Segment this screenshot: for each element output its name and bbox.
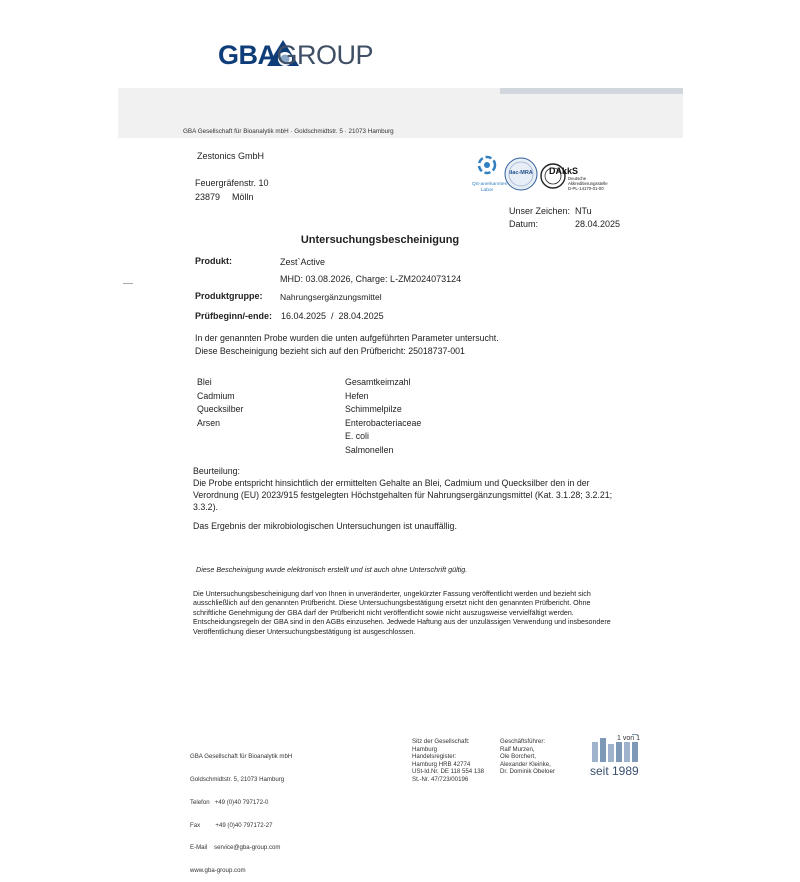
footer-line: Goldschmidtstr. 5, 21073 Hamburg xyxy=(190,775,285,783)
assessment-line: 3.3.2). xyxy=(193,502,218,512)
footer-line: St.-Nr. 47/723/00196 xyxy=(412,775,469,783)
footer-line: Dr. Dominik Obeloer xyxy=(500,768,555,776)
footer-line: Hamburg xyxy=(412,745,438,753)
date-value: 28.04.2025 xyxy=(575,219,621,229)
footer-line: USt-Id.Nr. DE 118 554 138 xyxy=(412,768,485,776)
since-1989-badge xyxy=(588,732,648,780)
footer-company xyxy=(190,738,292,882)
recipient-city: Mölln xyxy=(232,192,254,202)
recipient-zip: 23879 xyxy=(195,192,221,202)
param-item: Arsen xyxy=(197,417,220,428)
param-item: Enterobacteriaceae xyxy=(345,417,422,428)
disclaimer-line: Die Untersuchungsbescheinigung darf von Ihnen in unveränderter, ungekürzter Fassung veröffentlicht werden und bezieht sich xyxy=(193,590,591,598)
electronic-note: Diese Bescheinigung wurde elektronisch erstellt und ist auch ohne Unterschrift gültig. xyxy=(196,565,468,574)
intro-line-1: In der genannten Probe wurden die unten aufgeführten Parameter untersucht. xyxy=(195,333,499,343)
product-mhd: MHD: 03.08.2026, Charge: L-ZM2024073124 xyxy=(280,274,462,284)
footer-line: Sitz der Gesellschaft: xyxy=(412,738,470,745)
footer-line: Handelsregister: xyxy=(412,753,457,761)
micro-parameters xyxy=(345,376,421,458)
param-item: Hefen xyxy=(345,390,369,401)
ilac-label: ilac-MRA xyxy=(509,170,533,176)
qs-label-2: Labor xyxy=(480,187,494,193)
micro-result: Das Ergebnis der mikrobiologischen Untersuchungen ist unauffällig. xyxy=(193,521,457,531)
assessment-line: Verordnung (EU) 2023/915 festgelegten Höchstgehalten für Nahrungsergänzungsmittel (Kat. 3.1.28; 3.2.21; xyxy=(193,490,613,500)
gba-logo-text: GBAGROUP xyxy=(218,40,374,70)
footer-line: Ralf Murzen, xyxy=(500,745,535,753)
footer-line: Geschäftsführer: xyxy=(500,738,546,745)
param-item: E. coli xyxy=(345,431,369,442)
page-title: Untersuchungsbescheinigung xyxy=(300,234,460,246)
param-item: Quecksilber xyxy=(197,404,244,414)
date-label: Datum: xyxy=(509,219,539,229)
page-counter: 1 von 1 xyxy=(617,735,640,742)
margin-mark xyxy=(123,283,133,284)
test-period-value: 16.04.2025 / 28.04.2025 xyxy=(281,311,384,321)
chemical-parameters xyxy=(197,376,243,430)
product-group-value: Nahrungsergänzungsmittel xyxy=(280,292,382,302)
footer-line: Ole Borchert, xyxy=(500,753,536,761)
qs-icon xyxy=(472,155,502,177)
since-label: seit 1989 xyxy=(590,764,639,778)
footer-line: Alexander Kleinke, xyxy=(500,760,551,768)
sender-line: GBA Gesellschaft für Bioanalytik mbH · Goldschmidtstr. 5 · 21073 Hamburg xyxy=(183,128,394,135)
disclaimer xyxy=(193,590,633,637)
param-item: Salmonellen xyxy=(345,444,394,455)
param-item: Schimmelpilze xyxy=(345,404,402,415)
disclaimer-line: ausschließlich auf den genannten Prüfbericht. Diese Untersuchungsbestätigung ersetzt nicht den genannten Prüfbericht. Ohne xyxy=(193,599,591,608)
disclaimer-line: Entscheidungsregeln der GBA sind in den AGBs einzusehen. Jedwede Haftung aus der unzulässigen Verwendung und insbesondere xyxy=(193,618,611,627)
reference-value: NTu xyxy=(575,206,592,216)
dakks-sub-2: Akkreditierungsstelle xyxy=(568,180,608,186)
dakks-icon xyxy=(540,160,566,192)
qs-logo xyxy=(472,155,507,193)
dakks-sub-3: D-PL-14170-01-00 xyxy=(568,185,604,191)
footer-line: www.gba-group.com xyxy=(190,867,246,875)
disclaimer-line: Veröffentlichung dieser Untersuchungsbestätigung ist ausgeschlossen. xyxy=(193,627,416,636)
footer-line: Fax +49 (0)40 797172-27 xyxy=(190,821,273,829)
param-item: Blei xyxy=(197,377,212,387)
assessment-line: Die Probe entspricht hinsichtlich der ermittelten Gehalte an Blei, Cadmium und Quecksilber den in der xyxy=(193,478,590,488)
param-item: Gesamtkeimzahl xyxy=(345,377,411,387)
assessment-label: Beurteilung: xyxy=(193,466,240,476)
product-name: Zest`Active xyxy=(280,257,326,267)
assessment-block xyxy=(193,465,612,513)
dakks-sub-1: Deutsche xyxy=(568,176,587,181)
qs-label-1: QS-anerkanntes xyxy=(472,182,507,187)
footer-line: GBA Gesellschaft für Bioanalytik mbH xyxy=(190,753,293,761)
footer-line: Telefon +49 (0)40 797172-0 xyxy=(190,798,269,806)
disclaimer-line: schriftliche Genehmigung der GBA darf der Prüfbericht nicht veröffentlicht sowie nicht auszugsweise vervielfältigt werden. xyxy=(193,608,574,617)
footer-management xyxy=(500,738,555,776)
footer-line: E-Mail service@gba-group.com xyxy=(190,844,281,852)
ilac-logo xyxy=(504,157,538,191)
test-period-label: Prüfbeginn/-ende: xyxy=(195,311,272,321)
product-group-label: Produktgruppe: xyxy=(195,291,263,301)
dakks-label: DAkkS xyxy=(549,166,579,176)
dakks-logo xyxy=(540,160,620,194)
recipient-name: Zestonics GmbH xyxy=(197,151,265,161)
param-item: Cadmium xyxy=(197,390,235,401)
header-band-stripe xyxy=(500,88,683,94)
footer-registry xyxy=(412,738,484,784)
footer-line: Hamburg HRB 42774 xyxy=(412,760,471,768)
intro-line-2: Diese Bescheinigung bezieht sich auf den Prüfbericht: 25018737-001 xyxy=(195,346,465,356)
product-label: Produkt: xyxy=(195,256,232,266)
reference-label: Unser Zeichen: xyxy=(509,206,571,216)
recipient-street: Feuergräfenstr. 10 xyxy=(195,178,269,188)
